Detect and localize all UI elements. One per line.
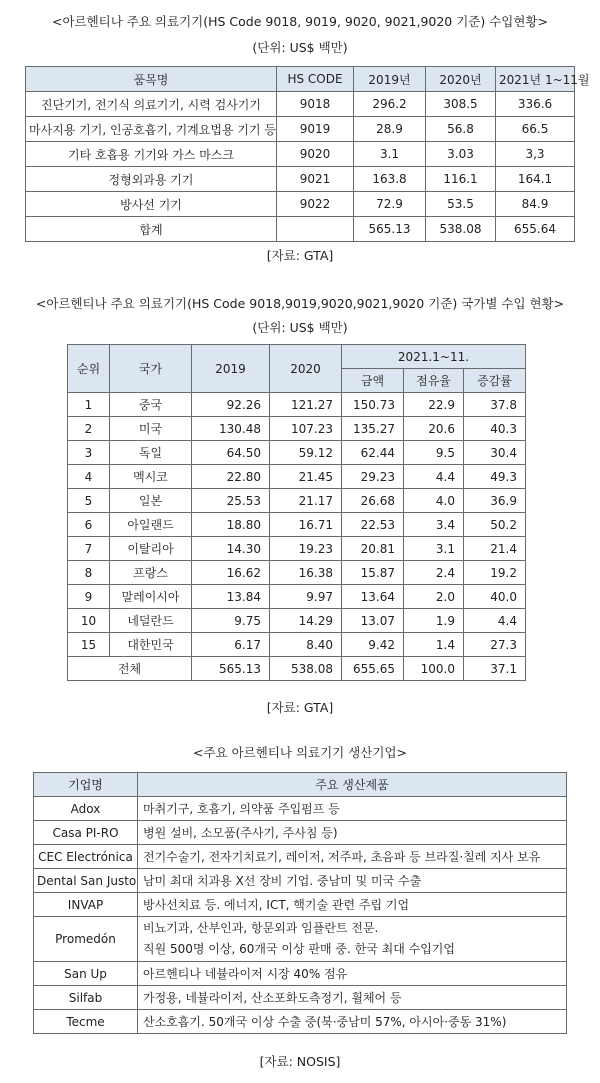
table-row xyxy=(34,797,567,821)
amount-header: 금액 xyxy=(342,369,404,393)
value-2019: 565.13 xyxy=(354,217,426,242)
table-row xyxy=(68,393,526,417)
table-row xyxy=(68,537,526,561)
value-2020: 53.5 xyxy=(426,192,496,217)
share: 1.4 xyxy=(404,633,464,657)
value-2020: 59.12 xyxy=(270,441,342,465)
table-row xyxy=(34,1010,567,1034)
growth: 40.0 xyxy=(464,585,526,609)
growth: 36.9 xyxy=(464,489,526,513)
value-2019: 9.75 xyxy=(192,609,270,633)
growth: 30.4 xyxy=(464,441,526,465)
total-row xyxy=(68,657,526,681)
item-name: 마사지용 기기, 인공호흡기, 기계요법용 기기 등 xyxy=(26,117,277,142)
year-2020-header: 2020 xyxy=(270,345,342,393)
table-header-row xyxy=(26,67,575,92)
rank: 6 xyxy=(68,513,110,537)
country: 멕시코 xyxy=(110,465,192,489)
value-2019: 13.84 xyxy=(192,585,270,609)
column-header: 품목명 xyxy=(26,67,277,92)
rank: 7 xyxy=(68,537,110,561)
table-row xyxy=(34,962,567,986)
value-2020: 21.17 xyxy=(270,489,342,513)
amount: 29.23 xyxy=(342,465,404,489)
table-row xyxy=(34,893,567,917)
country: 말레이시아 xyxy=(110,585,192,609)
share: 22.9 xyxy=(404,393,464,417)
table-row xyxy=(68,609,526,633)
company-name: Tecme xyxy=(34,1010,138,1034)
value-2020: 8.40 xyxy=(270,633,342,657)
manufacturers-table xyxy=(33,772,567,1034)
company-name: Dental San Justo xyxy=(34,869,138,893)
growth: 37.8 xyxy=(464,393,526,417)
company-name: CEC Electrónica xyxy=(34,845,138,869)
amount: 13.64 xyxy=(342,585,404,609)
growth: 40.3 xyxy=(464,417,526,441)
value-2019: 92.26 xyxy=(192,393,270,417)
value-2020: 538.08 xyxy=(426,217,496,242)
value-2019: 296.2 xyxy=(354,92,426,117)
rank: 1 xyxy=(68,393,110,417)
table-row xyxy=(34,986,567,1010)
value-2020: 56.8 xyxy=(426,117,496,142)
share: 4.0 xyxy=(404,489,464,513)
value-2021: 164.1 xyxy=(496,167,575,192)
value-2020: 16.38 xyxy=(270,561,342,585)
company-name: Promedón xyxy=(34,917,138,962)
country: 중국 xyxy=(110,393,192,417)
share: 3.1 xyxy=(404,537,464,561)
table-row xyxy=(26,167,575,192)
item-name: 합계 xyxy=(26,217,277,242)
value-2019: 28.9 xyxy=(354,117,426,142)
share: 2.4 xyxy=(404,561,464,585)
main-products: 비뇨기과, 산부인과, 항문외과 임플란트 전문. 직원 500명 이상, 60개국 이상 판매 중. 한국 최대 수입기업 xyxy=(138,917,567,962)
company-name: Silfab xyxy=(34,986,138,1010)
table1-unit: (단위: US$ 백만) xyxy=(252,40,348,55)
value-2019: 565.13 xyxy=(192,657,270,681)
rank: 10 xyxy=(68,609,110,633)
year-2019-header: 2019 xyxy=(192,345,270,393)
item-name: 진단기기, 전기식 의료기기, 시력 검사기기 xyxy=(26,92,277,117)
table-row xyxy=(34,845,567,869)
item-name: 정형외과용 기기 xyxy=(26,167,277,192)
growth: 19.2 xyxy=(464,561,526,585)
country: 독일 xyxy=(110,441,192,465)
country: 일본 xyxy=(110,489,192,513)
table-row xyxy=(26,192,575,217)
amount: 9.42 xyxy=(342,633,404,657)
share: 4.4 xyxy=(404,465,464,489)
main-products: 아르헨티나 네뷸라이저 시장 40% 점유 xyxy=(138,962,567,986)
value-2019: 25.53 xyxy=(192,489,270,513)
company-name: Adox xyxy=(34,797,138,821)
rank-header: 순위 xyxy=(68,345,110,393)
amount: 655.65 xyxy=(342,657,404,681)
country: 네덜란드 xyxy=(110,609,192,633)
share: 100.0 xyxy=(404,657,464,681)
company-name: San Up xyxy=(34,962,138,986)
share: 20.6 xyxy=(404,417,464,441)
value-2020: 121.27 xyxy=(270,393,342,417)
value-2019: 18.80 xyxy=(192,513,270,537)
value-2021: 66.5 xyxy=(496,117,575,142)
period-header: 2021.1~11. xyxy=(342,345,526,369)
value-2019: 163.8 xyxy=(354,167,426,192)
import-by-country-table xyxy=(67,344,526,681)
amount: 150.73 xyxy=(342,393,404,417)
rank: 4 xyxy=(68,465,110,489)
country: 대한민국 xyxy=(110,633,192,657)
item-name: 방사선 기기 xyxy=(26,192,277,217)
table-row xyxy=(68,561,526,585)
table2-title: <아르헨티나 주요 의료기기(HS Code 9018,9019,9020,9021,9020 기준) 국가별 수입 현황> xyxy=(35,296,565,311)
column-header: HS CODE xyxy=(277,67,354,92)
country: 이탈리아 xyxy=(110,537,192,561)
products-header: 주요 생산제품 xyxy=(138,773,567,797)
value-2021: 84.9 xyxy=(496,192,575,217)
share: 3.4 xyxy=(404,513,464,537)
column-header: 2020년 xyxy=(426,67,496,92)
main-products: 남미 최대 치과용 X선 장비 기업. 중남미 및 미국 수출 xyxy=(138,869,567,893)
main-products: 방사선치료 등. 에너지, ICT, 핵기술 관련 주립 기업 xyxy=(138,893,567,917)
table-row xyxy=(26,142,575,167)
table-row xyxy=(34,821,567,845)
hs-code: 9022 xyxy=(277,192,354,217)
share: 2.0 xyxy=(404,585,464,609)
value-2019: 16.62 xyxy=(192,561,270,585)
total-label: 전체 xyxy=(68,657,192,681)
hs-code: 9018 xyxy=(277,92,354,117)
share: 9.5 xyxy=(404,441,464,465)
value-2020: 538.08 xyxy=(270,657,342,681)
value-2019: 72.9 xyxy=(354,192,426,217)
value-2020: 21.45 xyxy=(270,465,342,489)
table-row xyxy=(68,489,526,513)
import-by-item-table xyxy=(25,66,590,242)
growth: 50.2 xyxy=(464,513,526,537)
rank: 9 xyxy=(68,585,110,609)
growth: 21.4 xyxy=(464,537,526,561)
company-header: 기업명 xyxy=(34,773,138,797)
amount: 20.81 xyxy=(342,537,404,561)
company-name: INVAP xyxy=(34,893,138,917)
growth: 37.1 xyxy=(464,657,526,681)
total-row xyxy=(26,217,575,242)
value-2021: 3,3 xyxy=(496,142,575,167)
amount: 62.44 xyxy=(342,441,404,465)
growth: 27.3 xyxy=(464,633,526,657)
value-2019: 64.50 xyxy=(192,441,270,465)
rank: 5 xyxy=(68,489,110,513)
rank: 2 xyxy=(68,417,110,441)
amount: 22.53 xyxy=(342,513,404,537)
table-row xyxy=(34,869,567,893)
main-products: 병원 설비, 소모품(주사기, 주사침 등) xyxy=(138,821,567,845)
company-name: Casa PI-RO xyxy=(34,821,138,845)
table-row xyxy=(68,513,526,537)
table1-source: [자료: GTA] xyxy=(266,248,334,263)
share-header: 점유율 xyxy=(404,369,464,393)
rank: 15 xyxy=(68,633,110,657)
value-2019: 14.30 xyxy=(192,537,270,561)
main-products: 가정용, 네뷸라이저, 산소포화도측정기, 휠체어 등 xyxy=(138,986,567,1010)
share: 1.9 xyxy=(404,609,464,633)
table-row xyxy=(68,441,526,465)
table-row xyxy=(68,417,526,441)
value-2021: 655.64 xyxy=(496,217,575,242)
hs-code: 9019 xyxy=(277,117,354,142)
country-header: 국가 xyxy=(110,345,192,393)
value-2019: 6.17 xyxy=(192,633,270,657)
rank: 8 xyxy=(68,561,110,585)
value-2019: 130.48 xyxy=(192,417,270,441)
value-2020: 3.03 xyxy=(426,142,496,167)
table-row xyxy=(26,92,575,117)
table2-source: [자료: GTA] xyxy=(266,700,334,715)
table-header-row xyxy=(68,345,526,369)
value-2021: 336.6 xyxy=(496,92,575,117)
growth-header: 증감률 xyxy=(464,369,526,393)
value-2020: 16.71 xyxy=(270,513,342,537)
value-2020: 107.23 xyxy=(270,417,342,441)
value-2020: 116.1 xyxy=(426,167,496,192)
table-row xyxy=(26,117,575,142)
growth: 4.4 xyxy=(464,609,526,633)
table-row xyxy=(68,465,526,489)
table1-title: <아르헨티나 주요 의료기기(HS Code 9018, 9019, 9020, 9021,9020 기준) 수입현황> xyxy=(51,14,549,29)
value-2020: 9.97 xyxy=(270,585,342,609)
country: 미국 xyxy=(110,417,192,441)
table-row xyxy=(68,633,526,657)
amount: 15.87 xyxy=(342,561,404,585)
growth: 49.3 xyxy=(464,465,526,489)
table-row xyxy=(34,917,567,962)
hs-code: 9020 xyxy=(277,142,354,167)
item-name: 기타 호흡용 기기와 가스 마스크 xyxy=(26,142,277,167)
main-products: 전기수술기, 전자기치료기, 레이저, 저주파, 초음파 등 브라질·칠레 지사 보유 xyxy=(138,845,567,869)
table3-title: <주요 아르헨티나 의료기기 생산기업> xyxy=(193,745,407,760)
main-products: 마취기구, 호흡기, 의약품 주입펌프 등 xyxy=(138,797,567,821)
country: 아일랜드 xyxy=(110,513,192,537)
column-header: 2019년 xyxy=(354,67,426,92)
table3-source: [자료: NOSIS] xyxy=(259,1054,341,1069)
value-2020: 14.29 xyxy=(270,609,342,633)
country: 프랑스 xyxy=(110,561,192,585)
table-row xyxy=(68,585,526,609)
table2-unit: (단위: US$ 백만) xyxy=(252,320,348,335)
hs-code xyxy=(277,217,354,242)
amount: 26.68 xyxy=(342,489,404,513)
value-2020: 19.23 xyxy=(270,537,342,561)
value-2019: 22.80 xyxy=(192,465,270,489)
table-header-row xyxy=(34,773,567,797)
amount: 13.07 xyxy=(342,609,404,633)
value-2020: 308.5 xyxy=(426,92,496,117)
rank: 3 xyxy=(68,441,110,465)
value-2019: 3.1 xyxy=(354,142,426,167)
amount: 135.27 xyxy=(342,417,404,441)
column-header: 2021년 1~11월 xyxy=(496,67,575,92)
hs-code: 9021 xyxy=(277,167,354,192)
main-products: 산소호흡기. 50개국 이상 수출 중(북·중남미 57%, 아시아·중동 31%) xyxy=(138,1010,567,1034)
